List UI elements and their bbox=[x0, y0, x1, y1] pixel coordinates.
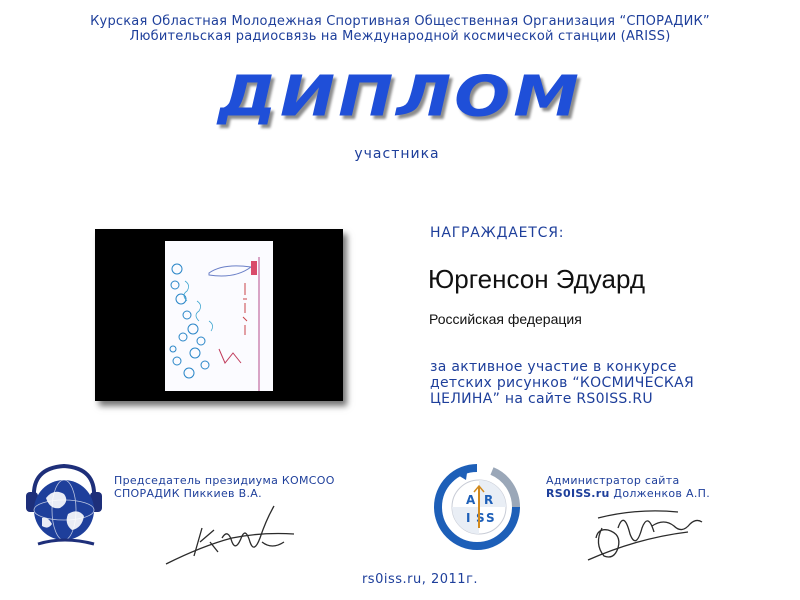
ariss-letter: A bbox=[466, 493, 476, 507]
reason-line: за активное участие в конкурсе bbox=[430, 359, 677, 375]
certificate-title: ДИПЛОМ bbox=[218, 63, 582, 130]
chair-name: СПОРАДИК Пиккиев В.А. bbox=[114, 487, 262, 500]
organization-subtitle: Любительская радиосвязь на Международной космической станции (ARISS) bbox=[129, 29, 671, 44]
subtitle-text: участника bbox=[354, 146, 440, 162]
sporadic-globe-logo-icon bbox=[24, 458, 104, 550]
reason-line: детских рисунков “КОСМИЧЕСКАЯ bbox=[430, 375, 694, 391]
footer-text bbox=[0, 572, 800, 587]
awarded-label: НАГРАЖДАЕТСЯ: bbox=[430, 225, 565, 241]
ariss-letter: R bbox=[484, 493, 494, 507]
ariss-letter: I bbox=[466, 511, 471, 525]
ariss-letter: S bbox=[486, 511, 495, 525]
admin-name: Долженков А.П. bbox=[609, 487, 710, 500]
recipient-country: Российская федерация bbox=[429, 311, 582, 327]
chair-signature-icon bbox=[162, 498, 302, 570]
ariss-letter: S bbox=[476, 511, 485, 525]
admin-signature-icon bbox=[578, 498, 708, 564]
admin-title: Администратор сайта bbox=[546, 474, 680, 487]
child-drawing-image bbox=[165, 241, 273, 391]
certificate-subtitle bbox=[0, 146, 800, 162]
organization-name: Курская Областная Молодежная Спортивная Общественная Организация “СПОРАДИК” bbox=[90, 14, 710, 29]
recipient-name: Юргенсон Эдуард bbox=[428, 264, 645, 294]
ariss-logo-icon bbox=[432, 462, 522, 552]
reason-line: ЦЕЛИНА” на сайте RS0ISS.RU bbox=[430, 391, 653, 407]
admin-site: RS0ISS.ru bbox=[546, 487, 610, 500]
drawing-sketch bbox=[165, 241, 273, 391]
chair-title: Председатель президиума КОМСОО bbox=[114, 474, 335, 487]
footer-label: rs0iss.ru, 2011г. bbox=[361, 572, 479, 587]
